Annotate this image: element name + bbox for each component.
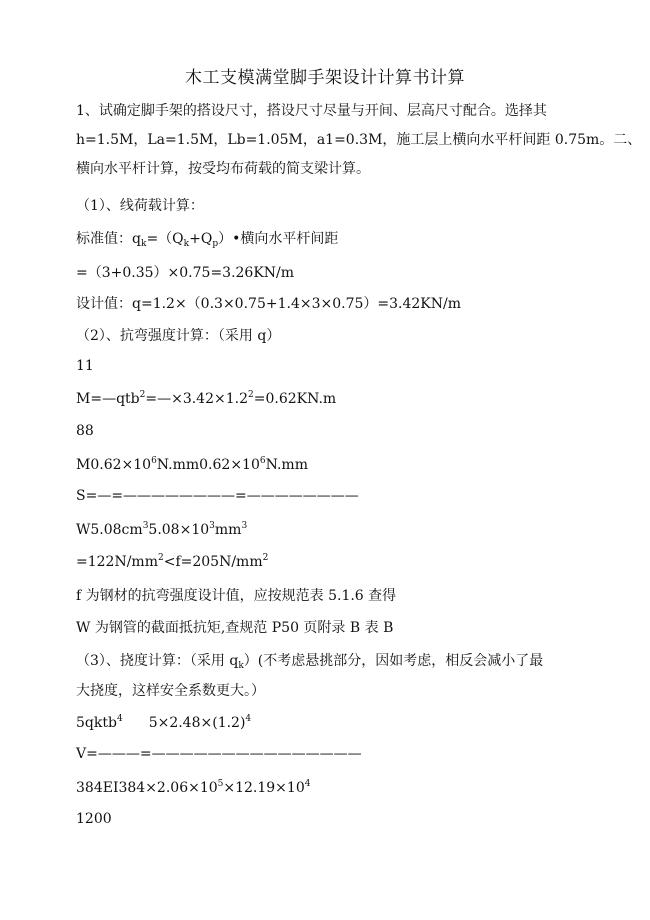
- intro-paragraph: [76, 97, 642, 184]
- stress-result: $=122N/mm^2<f=205N/mm^2$: [76, 553, 269, 570]
- deflection-numerator: 5qktb$^4$ $5\times 2.48\times(1.2)^4$: [76, 714, 252, 731]
- fraction-numerator-1: 11: [76, 358, 94, 374]
- intro-line-3: 横向水平杆计算，按受均布荷载的简支梁计算。: [76, 161, 370, 177]
- deflection-denominator: $384EI384\times 2.06\times 10^5\times 12.19\times 10^4$: [76, 779, 311, 796]
- fraction-denominator-1: 88: [76, 423, 94, 439]
- standard-value-calc: =（3+0.35）×0.75=3.26KN/m: [76, 265, 295, 281]
- moment-values: $M0.62\times 10^6N.mm0.62\times 10^6N.mm$: [76, 456, 308, 473]
- moment-formula: $M=—qtb^2=—\times 3.42\times 1.2^2=0.62KN.m$: [76, 390, 337, 407]
- last-value: 1200: [76, 811, 112, 827]
- design-value: 设计值：q=1.2×（0.3×0.75+1.4×3×0.75）=3.42KN/m: [76, 296, 461, 312]
- section-modulus: $W5.08cm^35.08\times 10^3mm^3$: [76, 521, 248, 538]
- intro-line-2: h=1.5M，La=1.5M，Lb=1.05M，a1=0.3M，施工层上横向水平杆间距 0.75m。二、: [76, 132, 642, 148]
- section-2-heading: （2）、抗弯强度计算：（采用 q）: [76, 328, 281, 344]
- note-f: f 为钢材的抗弯强度设计值，应按规范表 5.1.6 查得: [76, 588, 397, 604]
- stress-formula-line: S=—=————————=————————: [76, 488, 359, 504]
- section-1-heading: （1）、线荷载计算：: [76, 198, 204, 214]
- intro-line-1: 1、试确定脚手架的搭设尺寸，搭设尺寸尽量与开间、层高尺寸配合。选择其: [76, 103, 547, 119]
- section-3-heading: （3）、挠度计算：（采用 $q_k$）(不考虑悬挑部分，因如考虑，相反会减小了最: [76, 653, 544, 671]
- note-w: W 为钢管的截面抵抗矩,查规范 P50 页附录 B 表 B: [76, 620, 394, 636]
- standard-value-formula: 标准值：$q_k=(Q_k+Q_p)•$横向水平杆间距: [76, 231, 339, 249]
- page-title: 木工支模满堂脚手架设计计算书计算: [185, 68, 465, 88]
- section-3-continuation: 大挠度，这样安全系数更大。）: [76, 683, 265, 699]
- deflection-formula-line: V=———=———————————————: [76, 746, 362, 762]
